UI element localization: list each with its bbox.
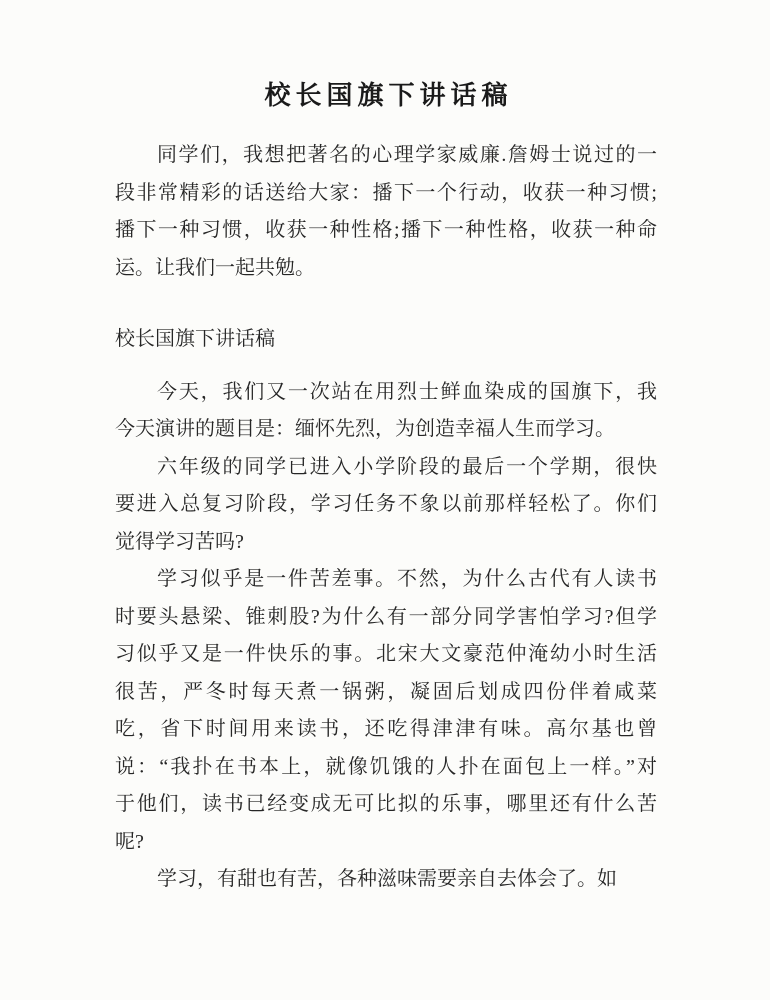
text-line: 很苦，严冬时每天煮一锅粥，凝固后划成四份伴着咸菜: [115, 680, 657, 703]
paragraph-intro: [115, 137, 657, 287]
text-line: 今天，我们又一次站在用烈士鲜血染成的国旗下，我: [157, 380, 657, 403]
text-line: 呢?: [115, 830, 144, 853]
text-line: 六年级的同学已进入小学阶段的最后一个学期，很快: [157, 455, 657, 478]
text-line: 觉得学习苦吗?: [115, 530, 244, 553]
page-title: 校长国旗下讲话稿: [264, 81, 513, 110]
paragraph-body: [115, 561, 657, 861]
paragraph-body: [115, 449, 657, 562]
text-line: 段非常精彩的话送给大家：播下一个行动，收获一种习惯;: [115, 181, 657, 204]
text-line: 要进入总复习阶段，学习任务不象以前那样轻松了。你们: [115, 493, 657, 515]
text-line: 说：“我扑在书本上，就像饥饿的人扑在面包上一样。”对: [115, 755, 657, 778]
text-line: 习似乎又是一件快乐的事。北宋大文豪范仲淹幼小时生活: [115, 643, 657, 665]
text-line: 学习似乎是一件苦差事。不然，为什么古代有人读书: [157, 568, 657, 590]
text-line: 学习，有甜也有苦，各种滋味需要亲自去体会了。如: [157, 868, 617, 890]
text-line: 今天演讲的题目是：缅怀先烈，为创造幸福人生而学习。: [115, 418, 615, 440]
subtitle-line: 校长国旗下讲话稿: [115, 328, 275, 350]
section-subtitle: [115, 321, 657, 359]
text-line: 时要头悬梁、锥刺股?为什么有一部分同学害怕学习?但学: [115, 605, 657, 628]
text-line: 同学们，我想把著名的心理学家威廉.詹姆士说过的一: [157, 144, 657, 166]
text-line: 运。让我们一起共勉。: [115, 256, 315, 279]
text-line: 于他们，读书已经变成无可比拟的乐事，哪里还有什么苦: [115, 793, 657, 815]
text-line: 播下一种习惯，收获一种性格;播下一种性格，收获一种命: [115, 219, 657, 241]
paragraph-body: [115, 374, 657, 449]
text-line: 吃，省下时间用来读书，还吃得津津有味。高尔基也曾: [115, 718, 657, 740]
paragraph-body: [115, 861, 657, 899]
